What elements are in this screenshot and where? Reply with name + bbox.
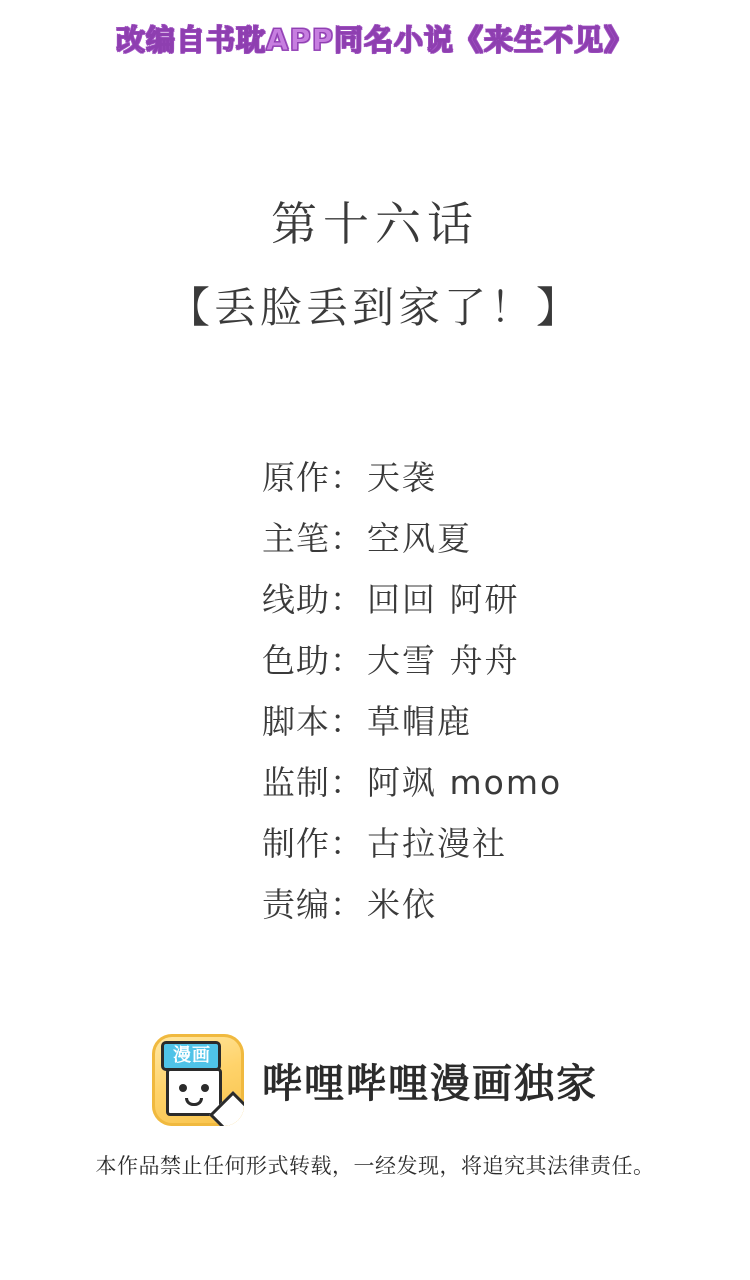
credit-role: 主笔 (262, 519, 330, 558)
credit-row (0, 574, 750, 635)
credit-separator: ： (330, 763, 363, 802)
footer (0, 1034, 750, 1180)
credits-list (0, 452, 750, 940)
credit-separator: ： (330, 458, 363, 497)
credit-row (0, 452, 750, 513)
logo-tab-label: 漫画 (173, 1045, 211, 1066)
credit-row (0, 635, 750, 696)
credit-name: 草帽鹿 (367, 702, 472, 741)
credit-role: 原作 (262, 458, 330, 497)
credit-name: 大雪 舟舟 (367, 641, 520, 680)
credit-name: 阿飒 momo (367, 763, 563, 802)
chapter-number: 第十六话 (271, 197, 479, 251)
credit-role: 监制 (262, 763, 330, 802)
credit-row (0, 818, 750, 879)
credit-role: 色助 (262, 641, 330, 680)
credit-row (0, 696, 750, 757)
chapter-title-block (0, 196, 750, 334)
credit-separator: ： (330, 702, 363, 741)
credit-name: 空风夏 (367, 519, 472, 558)
copyright-notice: 本作品禁止任何形式转载，一经发现，将追究其法律责任。 (95, 1154, 655, 1178)
logo-eye-right-icon (201, 1084, 209, 1092)
publisher-name: 哔哩哔哩漫画独家 (262, 1060, 598, 1107)
credit-role: 责编 (262, 885, 330, 924)
credit-row (0, 879, 750, 940)
credit-name: 古拉漫社 (367, 824, 507, 863)
credit-role: 脚本 (262, 702, 330, 741)
credit-name: 天袭 (367, 458, 437, 497)
credit-separator: ： (330, 580, 363, 619)
publisher-row (0, 1034, 750, 1126)
credit-row (0, 757, 750, 818)
credit-separator: ： (330, 519, 363, 558)
credit-role: 线助 (262, 580, 330, 619)
comic-app-logo-icon (152, 1034, 244, 1126)
credit-separator: ： (330, 641, 363, 680)
adaptation-banner: 改编自书耽APP同名小说《来生不见》 (116, 23, 634, 57)
logo-eye-left-icon (179, 1084, 187, 1092)
credit-name: 米依 (367, 885, 437, 924)
chapter-name: 【丢脸丢到家了！】 (167, 282, 582, 332)
credit-row (0, 513, 750, 574)
credit-separator: ： (330, 824, 363, 863)
credit-role: 制作 (262, 824, 330, 863)
credit-separator: ： (330, 885, 363, 924)
credit-name: 回回 阿研 (367, 580, 520, 619)
